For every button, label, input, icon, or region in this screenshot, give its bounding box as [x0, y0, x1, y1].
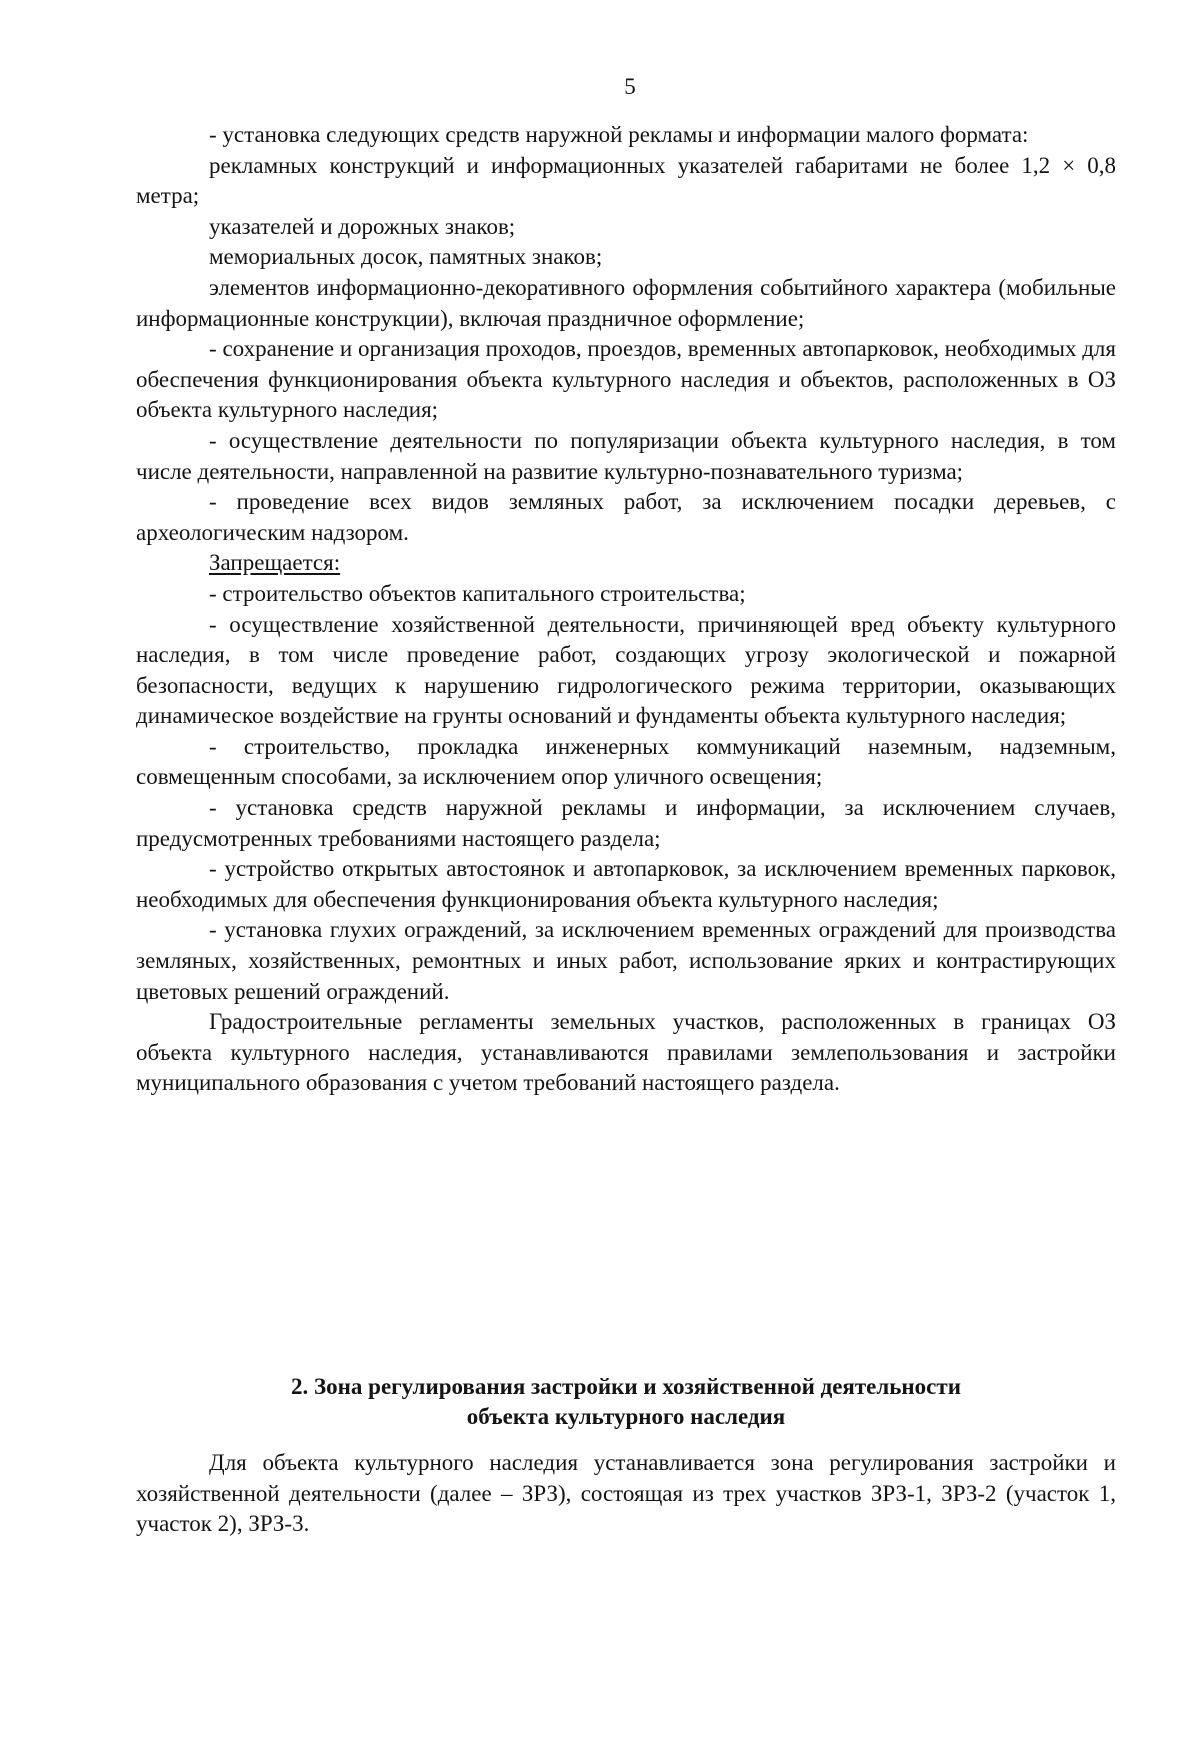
list-item: элементов информационно-декоративного оформления событийного характера (мобильные информационные конструкции), включая праздничное оформление;	[136, 274, 1116, 331]
prohibited-heading	[136, 548, 1116, 579]
prohibited-label: Запрещается:	[209, 550, 341, 576]
paragraph: Градостроительные регламенты земельных участков, расположенных в границах ОЗ объекта культурного наследия, устанавливаются правилами землепользования и застройки муниципального образования с учетом требований настоящего раздела.	[136, 1009, 1116, 1096]
list-item: рекламных конструкций и информационных указателей габаритами не более 1,2 × 0,8 метра;	[136, 152, 1116, 209]
list-item: - строительство, прокладка инженерных коммуникаций наземным, надземным, совмещенным способами, за исключением опор уличного освещения;	[136, 733, 1116, 790]
document-body	[136, 120, 1116, 1099]
list-item: - осуществление деятельности по популяризации объекта культурного наследия, в том числе деятельности, направленной на развитие культурно-познавательного туризма;	[136, 427, 1116, 484]
list-item: - установка глухих ограждений, за исключением временных ограждений для производства земляных, хозяйственных, ремонтных и иных работ, использование ярких и контрастирующих цветовых решений ограждений.	[136, 917, 1116, 1004]
list-item: - строительство объектов капитального строительства;	[209, 580, 746, 606]
list-item: - установка средств наружной рекламы и информации, за исключением случаев, предусмотренных требованиями настоящего раздела;	[136, 795, 1116, 851]
section-heading-line2: объекта культурного наследия	[466, 1404, 786, 1429]
list-item: - осуществление хозяйственной деятельности, причиняющей вред объекту культурного наследия, в том числе проведение работ, создающих угрозу экологической и пожарной безопасности, ведущих к нарушению гидрологического режима территории, оказывающих динамическое воздействие на грунты оснований и фундаменты объекта культурного наследия;	[136, 611, 1116, 729]
section-body	[136, 1448, 1116, 1540]
list-item: мемориальных досок, памятных знаков;	[209, 244, 603, 270]
list-item: - устройство открытых автостоянок и автопарковок, за исключением временных парковок, необходимых для обеспечения функционирования объекта культурного наследия;	[136, 856, 1116, 912]
list-item: - проведение всех видов земляных работ, за исключением посадки деревьев, с археологическим надзором.	[136, 489, 1116, 545]
list-item: - сохранение и организация проходов, проездов, временных автопарковок, необходимых для обеспечения функционирования объекта культурного наследия и объектов, расположенных в ОЗ объекта культурного наследия;	[136, 336, 1116, 423]
page-number: 5	[624, 74, 636, 99]
list-item: указателей и дорожных знаков;	[209, 213, 516, 239]
section-heading	[136, 1372, 1116, 1432]
list-item: - установка следующих средств наружной рекламы и информации малого формата:	[209, 122, 1029, 147]
paragraph: Для объекта культурного наследия устанавливается зона регулирования застройки и хозяйственной деятельности (далее – ЗРЗ), состоящая из трех участков ЗРЗ-1, ЗРЗ-2 (участок 1, участок 2), ЗРЗ-3.	[136, 1450, 1116, 1537]
section-heading-line1: 2. Зона регулирования застройки и хозяйственной деятельности	[291, 1374, 961, 1399]
